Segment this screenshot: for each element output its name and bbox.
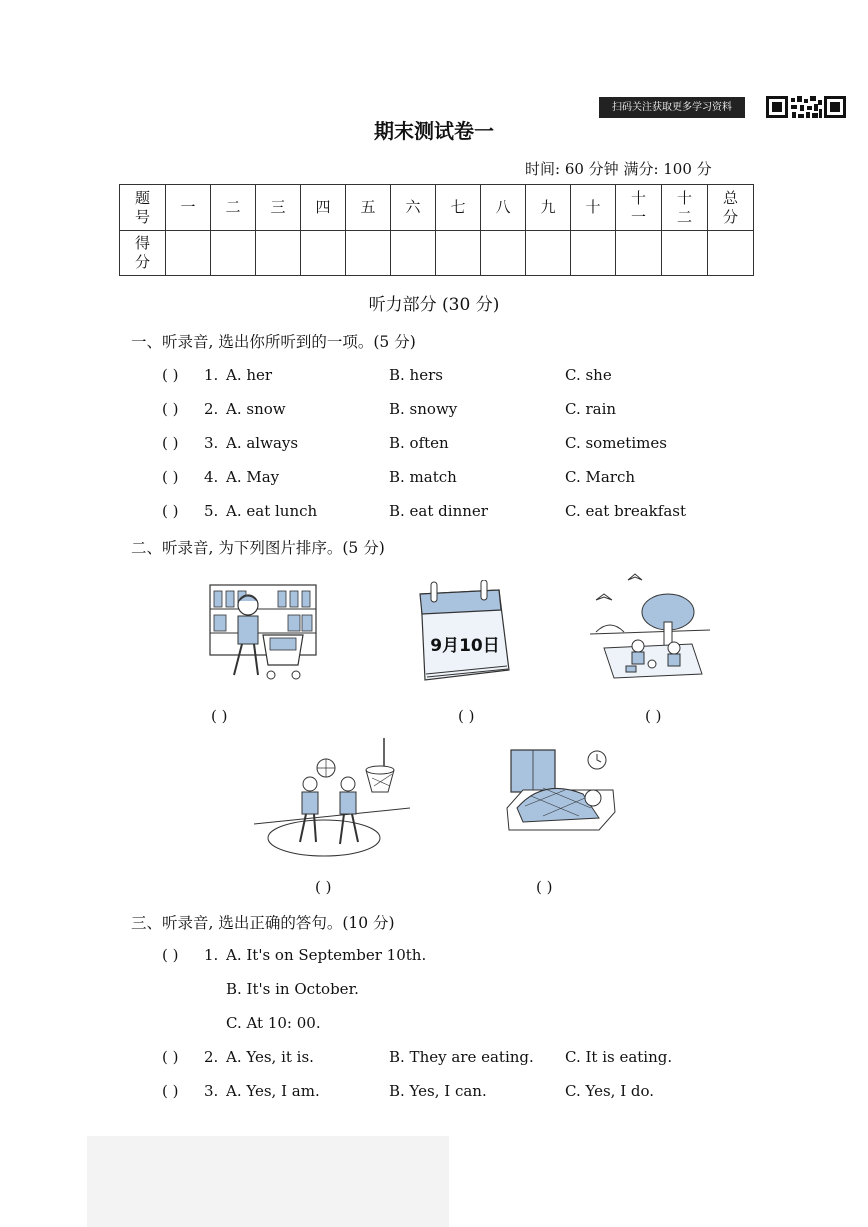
score-cell[interactable] [166, 231, 211, 276]
score-cell[interactable] [436, 231, 481, 276]
option-b: B. They are eating. [389, 1048, 534, 1066]
col-header: 四 [301, 185, 346, 231]
option-b: B. It's in October. [226, 980, 359, 998]
shopping-illustration [208, 583, 318, 683]
col-header: 三 [256, 185, 301, 231]
answer-blank[interactable]: ( ) [162, 946, 179, 964]
question-number: 3. [204, 434, 219, 452]
answer-blank[interactable]: ( ) [162, 468, 179, 486]
col-header: 一 [166, 185, 211, 231]
listening-section-header: 听力部分 (30 分) [368, 295, 500, 315]
option-a: A. always [226, 434, 299, 452]
score-cell[interactable] [346, 231, 391, 276]
option-b: B. snowy [389, 400, 458, 418]
option-c: C. eat breakfast [565, 502, 686, 520]
score-cell[interactable] [256, 231, 301, 276]
answer-blank[interactable]: ( ) [162, 434, 179, 452]
score-cell[interactable] [616, 231, 662, 276]
option-b: B. Yes, I can. [389, 1082, 487, 1100]
option-c: C. It is eating. [565, 1048, 673, 1066]
picnic-illustration [590, 570, 710, 684]
option-a: A. eat lunch [226, 502, 318, 520]
answer-blank[interactable]: ( ) [211, 707, 228, 725]
section1-heading: 一、听录音, 选出你所听到的一项。(5 分) [131, 333, 416, 351]
option-b: B. eat dinner [389, 502, 488, 520]
option-c: C. rain [565, 400, 617, 418]
col-header: 十 一 [616, 185, 662, 231]
answer-blank[interactable]: ( ) [458, 707, 475, 725]
answer-blank[interactable]: ( ) [162, 1048, 179, 1066]
question-number: 4. [204, 468, 219, 486]
question-number: 5. [204, 502, 219, 520]
option-c: C. sometimes [565, 434, 667, 452]
option-c: C. March [565, 468, 636, 486]
calendar-date-text: 9月10日 [430, 636, 500, 656]
option-a: A. snow [226, 400, 286, 418]
col-header: 六 [391, 185, 436, 231]
col-header-total: 总 分 [708, 185, 754, 231]
score-cell[interactable] [571, 231, 616, 276]
row-label-tihao: 题 号 [120, 185, 166, 231]
answer-blank[interactable]: ( ) [536, 878, 553, 896]
col-header: 五 [346, 185, 391, 231]
answer-blank[interactable]: ( ) [162, 366, 179, 384]
question-number: 2. [204, 1048, 219, 1066]
option-b: B. hers [389, 366, 443, 384]
answer-blank[interactable]: ( ) [315, 878, 332, 896]
score-cell[interactable] [301, 231, 346, 276]
answer-blank[interactable]: ( ) [162, 400, 179, 418]
option-c: C. she [565, 366, 612, 384]
footer-blank-area [87, 1136, 449, 1227]
answer-blank[interactable]: ( ) [645, 707, 662, 725]
option-c: C. Yes, I do. [565, 1082, 655, 1100]
option-a: A. It's on September 10th. [226, 946, 427, 964]
option-a: A. Yes, I am. [226, 1082, 320, 1100]
section2-heading: 二、听录音, 为下列图片排序。(5 分) [131, 539, 385, 557]
answer-blank[interactable]: ( ) [162, 502, 179, 520]
score-table [119, 184, 754, 276]
score-cell[interactable] [708, 231, 754, 276]
score-cell[interactable] [662, 231, 708, 276]
sleeping-illustration [503, 746, 619, 838]
col-header: 七 [436, 185, 481, 231]
answer-blank[interactable]: ( ) [162, 1082, 179, 1100]
page-title: 期末测试卷一 [374, 119, 494, 143]
section3-heading: 三、听录音, 选出正确的答句。(10 分) [131, 914, 395, 932]
score-cell[interactable] [211, 231, 256, 276]
basketball-illustration [254, 738, 410, 860]
col-header: 十 二 [662, 185, 708, 231]
score-cell[interactable] [391, 231, 436, 276]
col-header: 九 [526, 185, 571, 231]
calendar-illustration [417, 580, 513, 684]
time-score-info: 时间: 60 分钟 满分: 100 分 [525, 160, 712, 178]
question-number: 2. [204, 400, 219, 418]
option-b: B. match [389, 468, 457, 486]
option-a: A. her [226, 366, 273, 384]
option-a: A. Yes, it is. [226, 1048, 314, 1066]
option-a: A. May [226, 468, 280, 486]
col-header: 十 [571, 185, 616, 231]
option-c: C. At 10: 00. [226, 1014, 321, 1032]
option-b: B. often [389, 434, 449, 452]
col-header: 八 [481, 185, 526, 231]
col-header: 二 [211, 185, 256, 231]
question-number: 1. [204, 946, 219, 964]
question-number: 3. [204, 1082, 219, 1100]
question-number: 1. [204, 366, 219, 384]
row-label-defen: 得 分 [120, 231, 166, 276]
qr-banner: 扫码关注获取更多学习资料 [599, 97, 745, 118]
score-cell[interactable] [526, 231, 571, 276]
score-cell[interactable] [481, 231, 526, 276]
